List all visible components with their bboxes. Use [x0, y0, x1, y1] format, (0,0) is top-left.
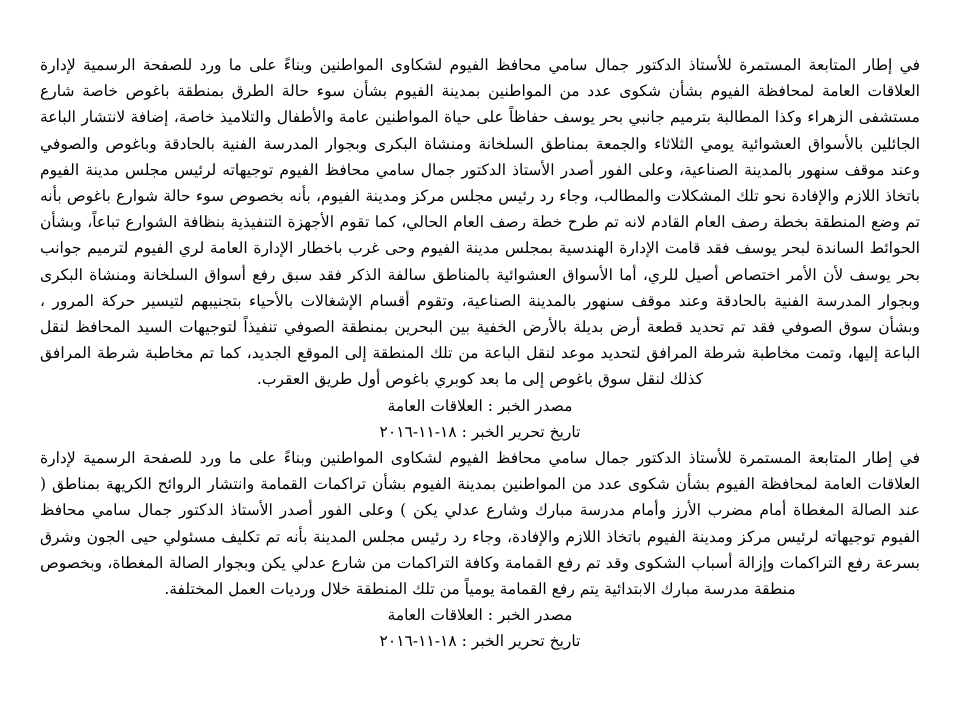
news-article-1	[40, 52, 920, 445]
news-article-2	[40, 445, 920, 655]
article-body: في إطار المتابعة المستمرة للأستاذ الدكتور جمال سامي محافظ الفيوم لشكاوى المواطنين وبناءً على ما ورد للصفحة الرسمية لإدارة العلاقات العامة لمحافظة الفيوم بشأن شكوى عدد من المواطنين بمدينة الفيوم بشأن تراكمات القمامة وانتشار الروائح الكريهة بمناطق ( عند الصالة المغطاة أمام مضرب الأرز وأمام مدرسة مبارك وشارع عدلي يكن ) وعلى الفور أصدر الأستاذ الدكتور جمال سامي محافظ الفيوم توجيهاته لرئيس مركز ومدينة الفيوم باتخاذ اللازم والإفادة، وجاء رد رئيس مجلس المدينة بأنه تم تكليف مسئولي حيى الجون وشرق بسرعة رفع التراكمات وإزالة أسباب الشكوى وقد تم رفع القمامة وكافة التراكمات من شارع عدلي يكن وبجوار الصالة المغطاة، وبخصوص منطقة مدرسة مبارك الابتدائية يتم رفع القمامة يومياً من تلك المنطقة خلال ورديات العمل المختلفة.	[40, 449, 920, 599]
article-source: مصدر الخبر : العلاقات العامة	[387, 606, 573, 625]
news-document	[40, 52, 920, 655]
article-date: تاريخ تحرير الخبر : ١٨-١١-٢٠١٦	[379, 632, 581, 651]
article-body: في إطار المتابعة المستمرة للأستاذ الدكتور جمال سامي محافظ الفيوم لشكاوى المواطنين وبناءً على ما ورد للصفحة الرسمية لإدارة العلاقات العامة لمحافظة الفيوم بشأن شكوى عدد من المواطنين بمدينة الفيوم بشأن سوء حالة الطرق بمنطقة باغوص خاصة شارع مستشفى الزهراء وكذا المطالبة بترميم جانبي بحر يوسف حفاظاً على حياة المواطنين عامة والأطفال والتلاميذ خاصة، إضافة لانتشار الباعة الجائلين بالأسواق العشوائية يومي الثلاثاء والجمعة بمناطق السلخانة ومنشاة البكرى وبجوار المدرسة الفنية بالحادقة وباغوص والصوفي وعند موقف سنهور بالمدينة الصناعية، وعلى الفور أصدر الأستاذ الدكتور جمال سامي محافظ الفيوم توجيهاته لرئيس مجلس مدينة الفيوم باتخاذ اللازم والإفادة نحو تلك المشكلات والمطالب، وجاء رد رئيس مجلس مركز ومدينة الفيوم، بأنه بخصوص سوء حالة شوارع باغوص بأنه تم وضع المنطقة بخطة رصف العام القادم لانه تم طرح خطة رصف العام الحالي، كما تقوم الأجهزة التنفيذية بنظافة الشوارع تباعاً، وبشأن الحوائط الساندة لبحر يوسف فقد قامت الإدارة الهندسية بمجلس مدينة الفيوم وحى غرب باخطار الإدارة العامة لري الفيوم لترميم جوانب بحر يوسف لأن الأمر اختصاص أصيل للري، أما الأسواق العشوائية بالمناطق سالفة الذكر فقد سبق رفع أسواق السلخانة ومنشاة البكرى وبجوار المدرسة الفنية بالحادقة وعند موقف سنهور بالمدينة الصناعية، وتقوم أقسام الإشغالات بالأحياء بتجنيبهم لتيسير حركة المرور ، وبشأن سوق الصوفي فقد تم تحديد قطعة أرض بديلة بالأرض الخفية بين البحرين بمنطقة الصوفي تنفيذاً لتوجيهات السيد المحافظ لنقل الباعة إليها، وتمت مخاطبة شرطة المرافق لتحديد موعد لنقل الباعة من تلك المنطقة إلى الموقع الجديد، كما تم مخاطبة شرطة المرافق كذلك لنقل سوق باغوص إلى ما بعد كوبري باغوص أول طريق العقرب.	[40, 56, 920, 389]
article-date: تاريخ تحرير الخبر : ١٨-١١-٢٠١٦	[379, 422, 581, 441]
article-source: مصدر الخبر : العلاقات العامة	[387, 396, 573, 415]
